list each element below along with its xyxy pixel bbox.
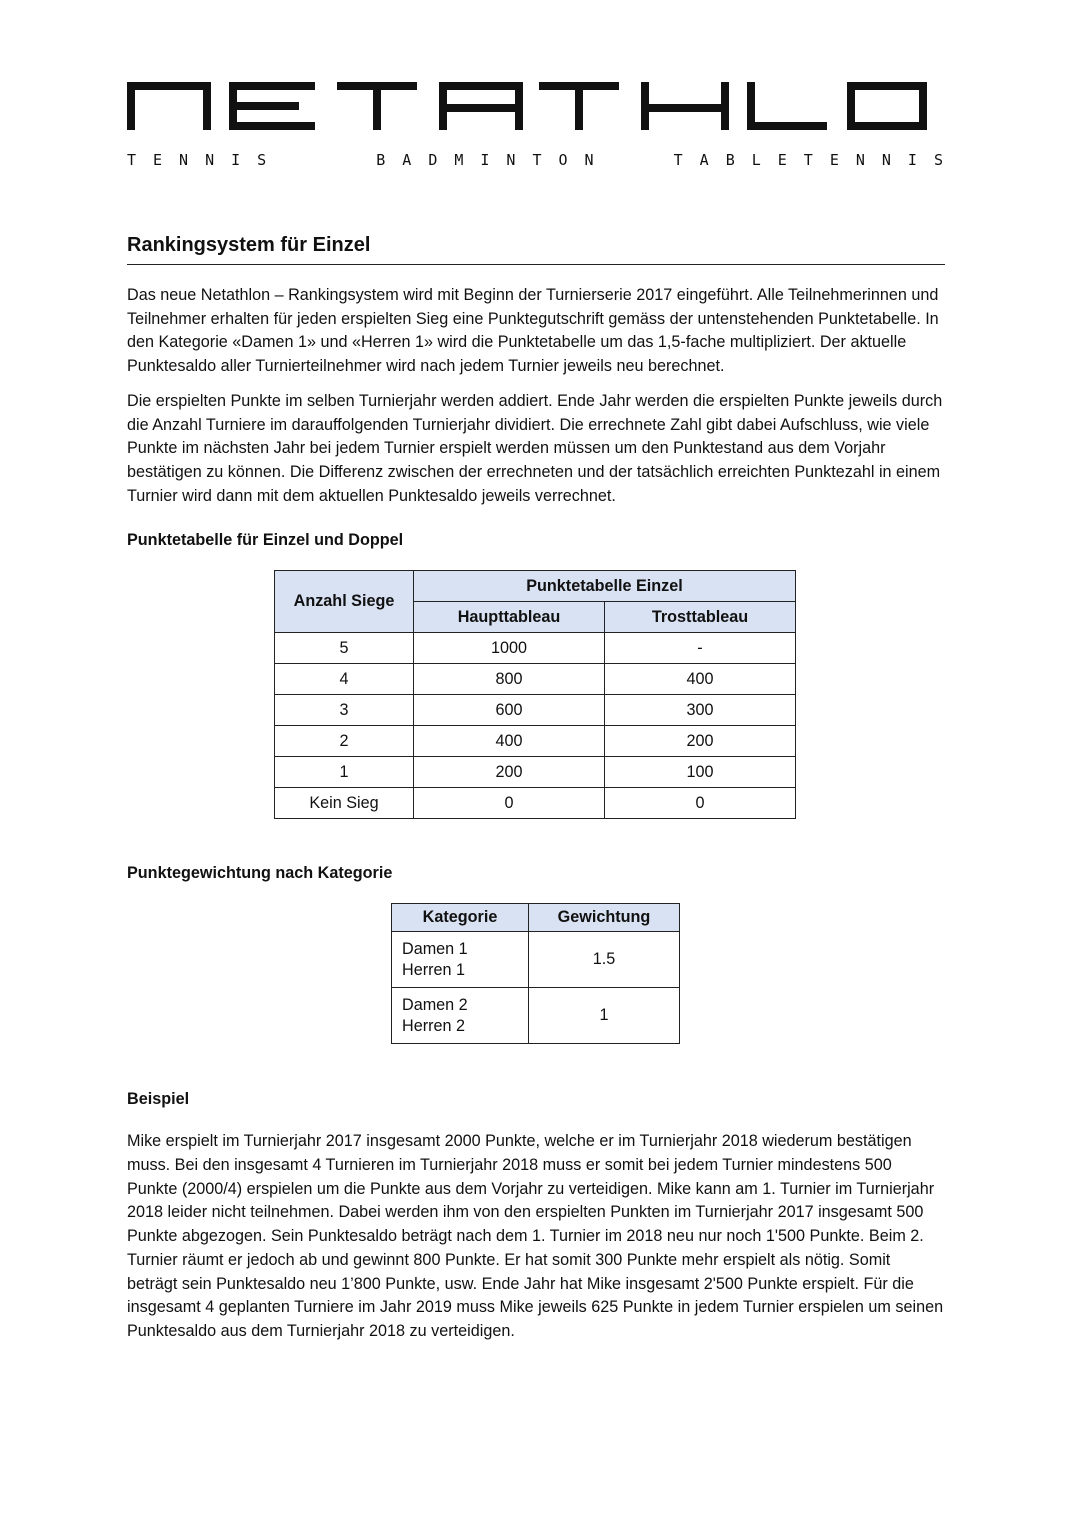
example-paragraph: Mike erspielt im Turnierjahr 2017 insgesamt 2000 Punkte, welche er im Turnierjahr 2018 wiederum bestätigen muss. Bei den insgesamt 4 Turnieren im Turnierjahr 2018 muss er somit bei jedem Turnier mindestens 500 Punkte (2000/4) erspielen um die Punkte aus dem Vorjahr zu verteidigen. Mike kann am 1. Turnier im Turnierjahr 2018 leider nicht teilnehmen. Dabei werden ihm von den erspielten Punkten im Turnierjahr 2017 insgesamt 500 Punkte abgezogen. Sein Punktesaldo beträgt nach dem 1. Turnier im 2018 neu nur noch 1'500 Punkte. Beim 2. Turnier räumt er jedoch ab und gewinnt 800 Punkte. Er hat somit 300 Punkte mehr erspielt als nötig. Somit beträgt sein Punktesaldo neu 1’800 Punkte, usw. Ende Jahr hat Mike insgesamt 2'500 Punkte erspielt. Für die insgesamt 4 geplanten Turniere im Jahr 2019 muss Mike jeweils 625 Punkte in jedem Turnier erspielen um seinen Punktesaldo aus dem Turnierjahr 2018 zu verteidigen. — [127, 1132, 944, 1340]
cell-main: 400 — [414, 726, 605, 757]
header-consolation-draw: Trosttableau — [605, 602, 796, 633]
header-weight: Gewichtung — [529, 904, 680, 932]
cell-main: 800 — [414, 664, 605, 695]
table-row — [275, 726, 796, 757]
cell-main: 200 — [414, 757, 605, 788]
header-category: Kategorie — [392, 904, 529, 932]
table-row — [275, 664, 796, 695]
header-wins: Anzahl Siege — [275, 571, 414, 633]
header-points-group: Punktetabelle Einzel — [414, 571, 796, 602]
cell-wins: Kein Sieg — [275, 788, 414, 819]
cell-main: 0 — [414, 788, 605, 819]
cell-wins: 2 — [275, 726, 414, 757]
table-row — [275, 633, 796, 664]
points-table — [274, 570, 796, 819]
table-row — [275, 757, 796, 788]
cell-consolation: 0 — [605, 788, 796, 819]
cell-wins: 4 — [275, 664, 414, 695]
weight-table — [391, 903, 680, 1044]
logo-tagline — [127, 151, 960, 169]
tagline-tennis: TENNIS — [127, 151, 284, 169]
category-men: Herren 2 — [402, 1016, 465, 1035]
cell-category — [392, 932, 529, 988]
calculation-paragraph: Die erspielten Punkte im selben Turnierjahr werden addiert. Ende Jahr werden die erspielten Punkte jeweils durch die Anzahl Turniere im darauffolgenden Turnierjahr dividiert. Die errechnete Zahl gibt dabei Aufschluss, wie viele Punkte im nächsten Jahr bei jedem Turnier erspielt werden müssen um den Punktestand aus dem Vorjahr bestätigen zu können. Die Differenz zwischen der errechneten und der tatsächlich erreichten Punktezahl in einem Turnier wird dann mit dem aktuellen Punktesaldo jeweils verrechnet. — [127, 391, 943, 505]
cell-main: 600 — [414, 695, 605, 726]
table-row — [275, 695, 796, 726]
cell-consolation: 400 — [605, 664, 796, 695]
points-table-heading: Punktetabelle für Einzel und Doppel — [127, 531, 404, 550]
table-row — [392, 932, 680, 988]
cell-wins: 5 — [275, 633, 414, 664]
tagline-badminton: BADMINTON — [376, 151, 611, 169]
cell-consolation: 100 — [605, 757, 796, 788]
intro-paragraph: Das neue Netathlon – Rankingsystem wird mit Beginn der Turnierserie 2017 eingeführt. Alle Teilnehmerinnen und Teilnehmer erhalten für jeden erspielten Sieg eine Punktegutschrift gemäss der untenstehenden Punktetabelle. In den Kategorie «Damen 1» und «Herren 1» wird die Punktetabelle um das 1,5-fache multipliziert. Der aktuelle Punktesaldo aller Turnierteilnehmer wird nach jedem Turnier jeweils neu berechnet. — [127, 286, 939, 376]
example-heading: Beispiel — [127, 1090, 190, 1109]
page-title: Rankingsystem für Einzel — [127, 232, 945, 265]
table-row — [392, 988, 680, 1044]
tagline-tabletennis: TABLETENNIS — [673, 151, 960, 169]
table-row — [275, 788, 796, 819]
cell-consolation: 200 — [605, 726, 796, 757]
category-women: Damen 1 — [402, 939, 468, 958]
header-main-draw: Haupttableau — [414, 602, 605, 633]
cell-consolation: - — [605, 633, 796, 664]
cell-main: 1000 — [414, 633, 605, 664]
netathlon-logo — [127, 78, 960, 169]
weight-table-heading: Punktegewichtung nach Kategorie — [127, 864, 393, 883]
cell-wins: 3 — [275, 695, 414, 726]
category-women: Damen 2 — [402, 995, 468, 1014]
cell-weight: 1 — [529, 988, 680, 1044]
cell-wins: 1 — [275, 757, 414, 788]
cell-weight: 1.5 — [529, 932, 680, 988]
category-men: Herren 1 — [402, 960, 465, 979]
cell-category — [392, 988, 529, 1044]
document-body — [127, 232, 945, 1344]
cell-consolation: 300 — [605, 695, 796, 726]
